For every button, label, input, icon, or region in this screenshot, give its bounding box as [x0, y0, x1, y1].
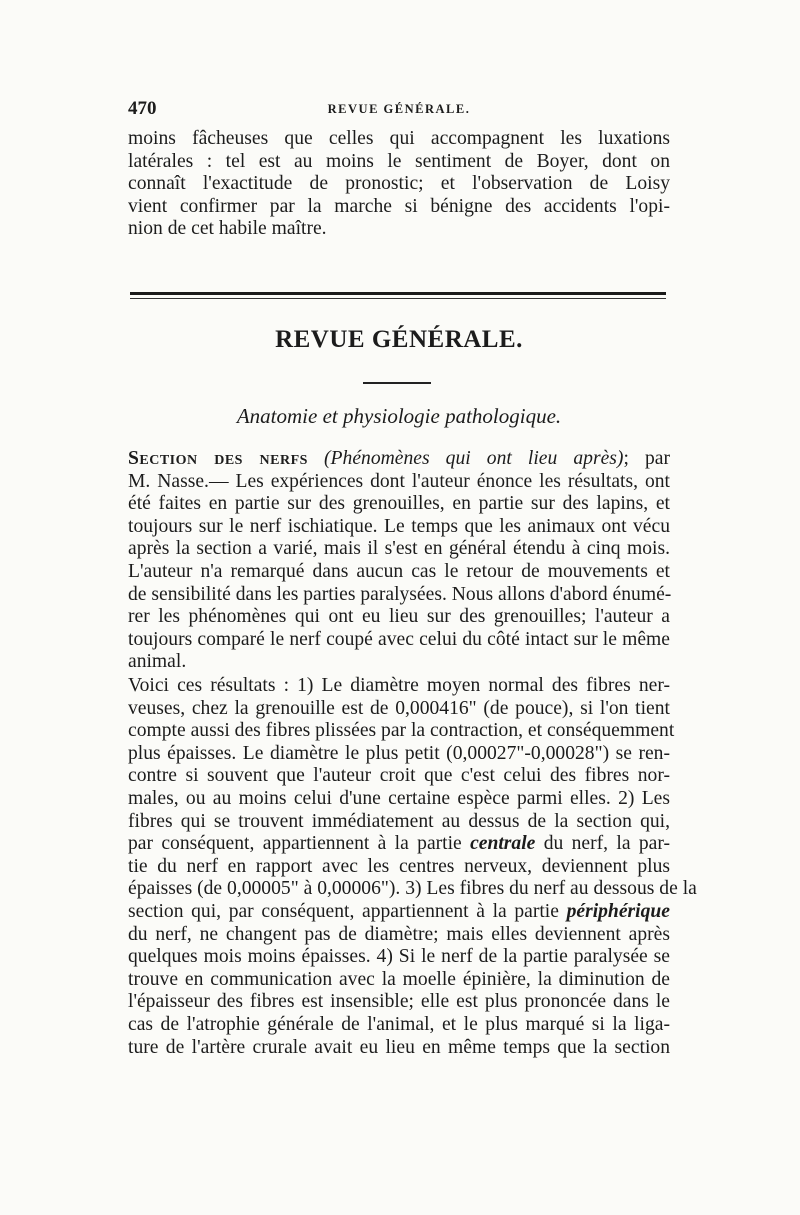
lead-smallcaps: Section des nerfs [128, 448, 308, 469]
text-segment: par conséquent, appartiennent à la partie [128, 833, 471, 855]
text-line: compte aussi des fibres plissées par la contraction, et conséquemment [128, 720, 675, 742]
text-line: été faites en partie sur des grenouilles, en partie sur des lapins, et [128, 493, 670, 515]
text-line: cas de l'atrophie générale de l'animal, et le plus marqué si la liga- [128, 1013, 670, 1035]
text-line: trouve en communication avec la moelle épinière, la diminution de [128, 968, 670, 990]
text-line: du nerf, ne changent pas de diamètre; mais elles deviennent après [128, 923, 670, 945]
text-line: M. Nasse.— Les expériences dont l'auteur énonce les résultats, ont [128, 470, 670, 492]
text-line: épaisses (de 0,00005" à 0,00006"). 3) Les fibres du nerf au dessous de la [128, 878, 697, 900]
page-number: 470 [128, 98, 157, 119]
paragraph-resultats [128, 675, 697, 1059]
text-line: toujours comparé le nerf coupé avec celui du côté intact sur le même [128, 628, 670, 650]
section-divider-thick [130, 292, 666, 295]
text-line: l'épaisseur des fibres est insensible; elle est plus prononcée dans le [128, 991, 670, 1013]
text-line: animal. [128, 651, 187, 673]
text-line: latérales : tel est au moins le sentiment de Boyer, dont on [128, 150, 670, 172]
title-underline [363, 382, 431, 384]
text-line: nion de cet habile maître. [128, 218, 327, 240]
text-line: moins fâcheuses que celles qui accompagnent les luxations [128, 128, 670, 149]
text-line-lead [128, 448, 670, 471]
paragraph-section-des-nerfs [128, 448, 670, 674]
text-line: tie du nerf en rapport avec les centres nerveux, deviennent plus [128, 855, 670, 877]
text-segment: section qui, par conséquent, appartiennent à la partie [128, 900, 567, 922]
text-line: Voici ces résultats : 1) Le diamètre moyen normal des fibres ner- [128, 675, 670, 696]
text-line: vient confirmer par la marche si bénigne des accidents l'opi- [128, 195, 670, 217]
section-title: REVUE GÉNÉRALE. [275, 326, 523, 353]
text-line: males, ou au moins celui d'une certaine espèce parmi elles. 2) Les [128, 787, 670, 809]
text-line: après la section a varié, mais il s'est en général étendu à cinq mois. [128, 538, 670, 560]
text-line: L'auteur n'a remarqué dans aucun cas le retour de mouvements et [128, 560, 670, 582]
subsection-title: Anatomie et physiologie pathologique. [236, 404, 562, 428]
text-segment: du nerf, la par- [535, 833, 670, 855]
emphasis-peripherique: périphérique [566, 900, 670, 922]
text-line: de sensibilité dans les parties paralysées. Nous allons d'abord énumé- [128, 583, 672, 605]
text-line-centrale [128, 833, 670, 856]
text-line: rer les phénomènes qui ont eu lieu sur des grenouilles; l'auteur a [128, 606, 670, 628]
lead-italic: (Phénomènes qui ont lieu après) [324, 448, 624, 469]
running-title: REVUE GÉNÉRALE. [327, 102, 471, 116]
page-header [128, 98, 670, 124]
text-line: connaît l'exactitude de pronostic; et l'observation de Loisy [128, 173, 670, 195]
text-line: plus épaisses. Le diamètre le plus petit (0,00027"-0,00028") se ren- [128, 742, 670, 764]
text-line: contre si souvent que l'auteur croit que c'est celui des fibres nor- [128, 765, 670, 787]
section-divider-thin [130, 298, 666, 299]
text-line: quelques mois moins épaisses. 4) Si le nerf de la partie paralysée se [128, 946, 670, 968]
text-line: ture de l'artère crurale avait eu lieu en même temps que la section [128, 1036, 670, 1058]
text-line: fibres qui se trouvent immédiatement au dessus de la section qui, [128, 810, 670, 832]
lead-rest: ; par [623, 448, 670, 469]
text-line: toujours sur le nerf ischiatique. Le temps que les animaux ont vécu [128, 515, 670, 537]
text-line: veuses, chez la grenouille est de 0,000416" (de pouce), si l'on tient [128, 697, 670, 719]
text-line-peripherique [128, 901, 670, 924]
intro-paragraph [128, 128, 670, 241]
emphasis-centrale: centrale [470, 833, 536, 855]
